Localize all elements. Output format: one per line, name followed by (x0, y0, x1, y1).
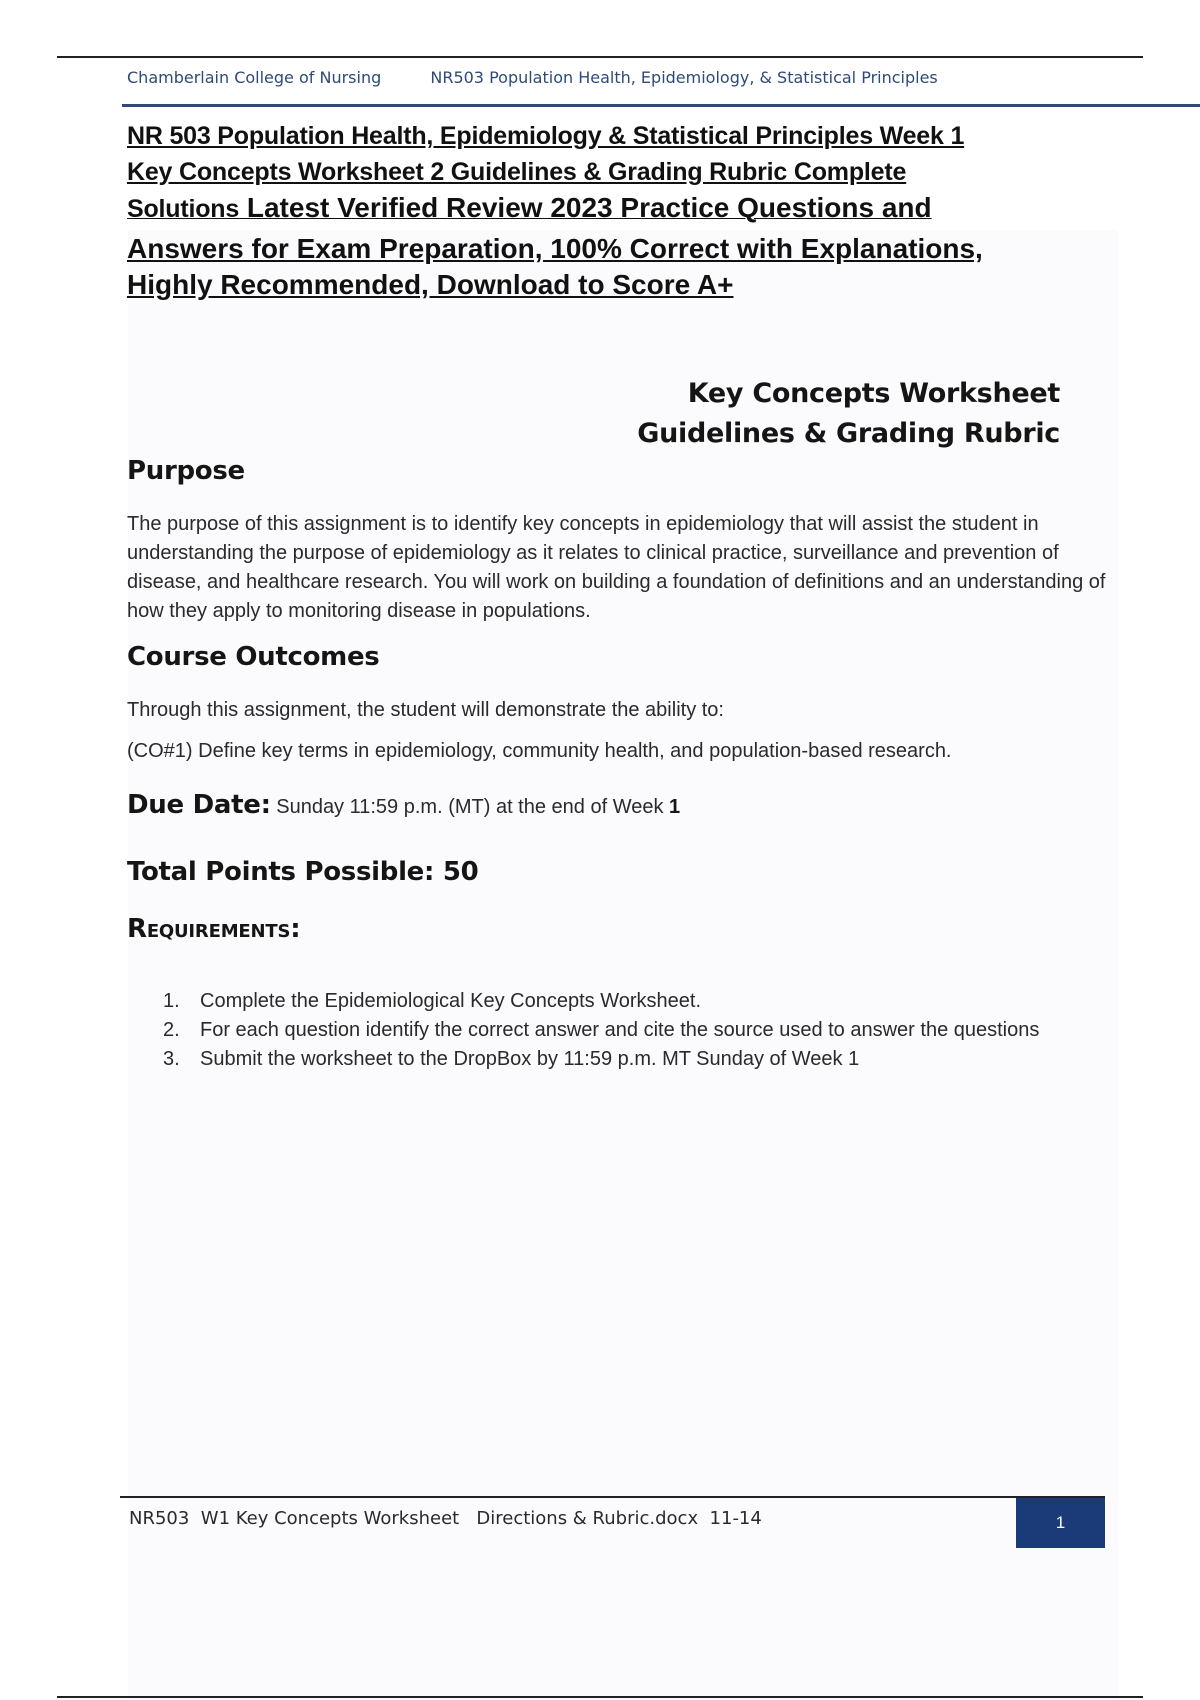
course-outcomes-heading: Course Outcomes (127, 642, 380, 672)
purpose-text: The purpose of this assignment is to identify key concepts in epidemiology that will assist the student in understanding the purpose of epidemiology as it relates to clinical practice, surveillance and prevention of disease, and healthcare research. You will work on building a foundation of definitions and an understanding of how they apply to monitoring disease in populations. (127, 513, 1106, 622)
page-number: 1 (1055, 1513, 1066, 1532)
outcome-item: (CO#1) Define key terms in epidemiology, community health, and population-based research. (127, 740, 952, 762)
heading-line-3-start: Solutions (127, 195, 240, 223)
heading-line-3 (127, 190, 1087, 231)
running-header (127, 68, 938, 87)
heading-line-2: Key Concepts Worksheet 2 Guidelines & Grading Rubric Complete (127, 158, 907, 186)
worksheet-title (637, 374, 1060, 454)
heading-line-4: Answers for Exam Preparation, 100% Correct with Explanations, (127, 233, 983, 264)
heading-line-1: NR 503 Population Health, Epidemiology & Statistical Principles Week 1 (127, 122, 965, 150)
requirement-number: 3. (163, 1048, 180, 1070)
bottom-rule (57, 1696, 1143, 1698)
purpose-heading: Purpose (127, 456, 245, 486)
document-heading (127, 118, 1087, 303)
due-date-week: 1 (669, 796, 681, 818)
worksheet-title-line-1: Key Concepts Worksheet (687, 378, 1060, 409)
due-date-label: Due Date: (127, 790, 271, 820)
header-rule (122, 104, 1200, 107)
requirements-heading: Requirements: (127, 914, 301, 944)
header-course: NR503 Population Health, Epidemiology, & Statistical Principles (430, 68, 938, 87)
requirement-text: For each question identify the correct answer and cite the source used to answer the questions (200, 1019, 1040, 1041)
requirement-text: Submit the worksheet to the DropBox by 11:59 p.m. MT Sunday of Week 1 (200, 1048, 860, 1070)
due-date (127, 790, 680, 820)
requirement-item (160, 1045, 1060, 1074)
outcomes-intro: Through this assignment, the student will demonstrate the ability to: (127, 699, 724, 721)
requirement-item (160, 987, 1060, 1016)
footer-rule (120, 1496, 1105, 1498)
heading-line-5: Highly Recommended, Download to Score A+ (127, 269, 734, 300)
top-rule (57, 56, 1143, 58)
requirements-list (160, 987, 1060, 1074)
heading-line-3-end: Latest Verified Review 2023 Practice Questions and (239, 192, 932, 223)
footer-filename: NR503 W1 Key Concepts Worksheet Directions & Rubric.docx 11-14 (129, 1508, 762, 1529)
total-points: Total Points Possible: 50 (127, 857, 479, 887)
requirement-item (160, 1016, 1060, 1045)
requirement-number: 2. (163, 1019, 180, 1041)
due-date-value: Sunday 11:59 p.m. (MT) at the end of Week (270, 796, 670, 818)
header-institution: Chamberlain College of Nursing (127, 68, 382, 87)
worksheet-title-line-2: Guidelines & Grading Rubric (637, 418, 1060, 449)
page-number-badge (1016, 1498, 1105, 1548)
requirement-number: 1. (163, 990, 180, 1012)
requirement-text: Complete the Epidemiological Key Concepts Worksheet. (200, 990, 701, 1012)
